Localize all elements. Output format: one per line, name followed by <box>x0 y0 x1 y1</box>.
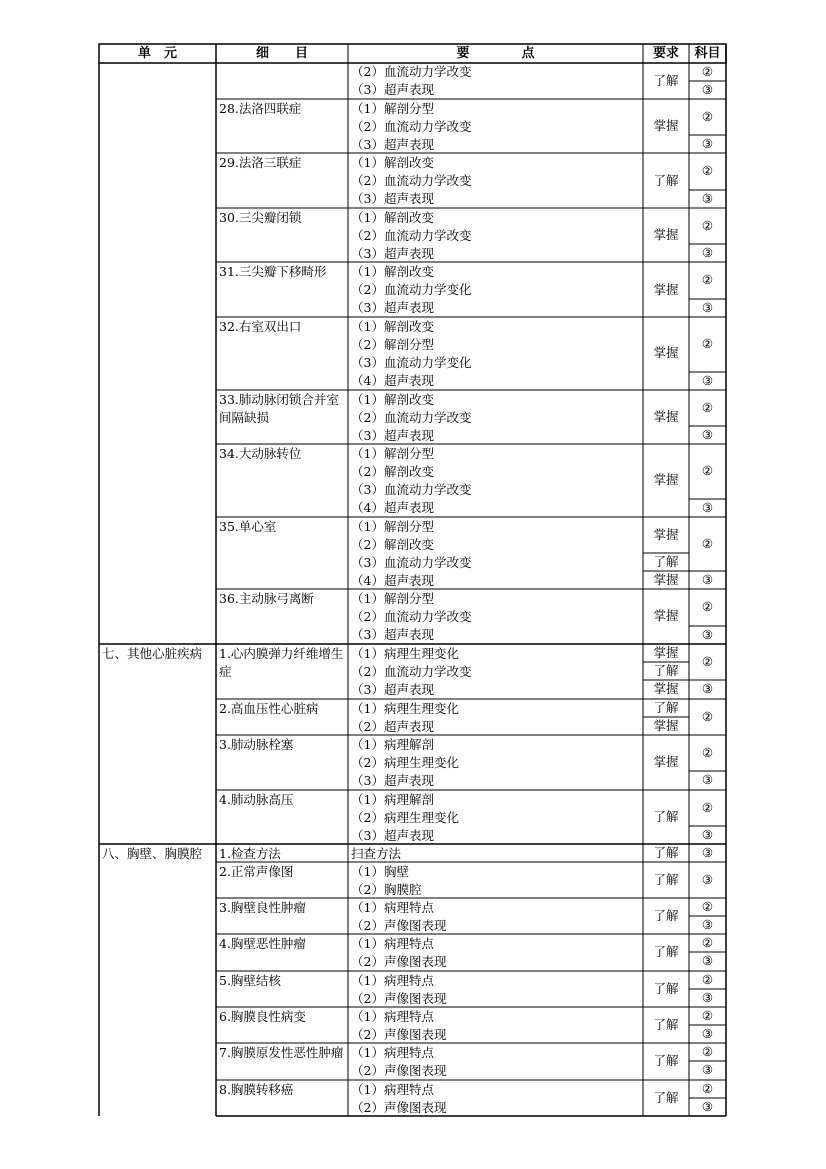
item-label: 4.肺动脉高压 <box>219 792 294 807</box>
subject-cell: ② <box>701 109 714 124</box>
requirement-cell: 掌握 <box>653 608 679 623</box>
item-label: 8.胸膜转移癌 <box>219 1082 294 1097</box>
point-text: （2）解剖改变 <box>351 537 434 552</box>
point-text: （2）血流动力学改变 <box>351 410 472 425</box>
header-item: 细 目 <box>255 46 308 61</box>
subject-cell: ③ <box>701 245 714 260</box>
subject-cell: ③ <box>701 627 714 642</box>
point-text: （1）解剖改变 <box>351 392 434 407</box>
item-label: 1.心内膜弹力纤维增生症 <box>219 646 344 679</box>
subject-cell: ② <box>701 272 714 287</box>
requirement-cell: 了解 <box>653 908 679 923</box>
item-label: 6.胸膜良性病变 <box>219 1009 306 1024</box>
item-label: 31.三尖瓣下移畸形 <box>219 264 327 279</box>
point-text: （3）超声表现 <box>351 773 434 788</box>
subject-cell: ③ <box>701 827 714 842</box>
item-label: 34.大动脉转位 <box>219 446 302 461</box>
point-text: （1）解剖改变 <box>351 264 434 279</box>
item-label: 7.胸膜原发性恶性肿瘤 <box>219 1045 344 1060</box>
point-text: （1）病理特点 <box>351 1009 434 1024</box>
item-label: 36.主动脉弓离断 <box>219 591 314 606</box>
item-label: 3.肺动脉栓塞 <box>219 737 294 752</box>
subject-cell: ② <box>701 1044 714 1059</box>
point-text: （3）超声表现 <box>351 191 434 206</box>
subject-cell: ② <box>701 745 714 760</box>
point-text: （4）超声表现 <box>351 500 434 515</box>
point-text: （1）病理特点 <box>351 900 434 915</box>
point-text: （3）血流动力学改变 <box>351 555 472 570</box>
point-text: （2）声像图表现 <box>351 918 447 933</box>
point-text: （3）超声表现 <box>351 137 434 152</box>
requirement-cell: 掌握 <box>653 472 679 487</box>
subject-cell: ③ <box>701 427 714 442</box>
subject-cell: ② <box>701 1081 714 1096</box>
item-label: 1.检查方法 <box>219 846 281 861</box>
item-label: 28.法洛四联症 <box>219 101 302 116</box>
item-label: 29.法洛三联症 <box>219 155 302 170</box>
point-text: （2）解剖分型 <box>351 337 434 352</box>
item-label: 5.胸壁结核 <box>219 973 281 988</box>
requirement-cell: 掌握 <box>653 527 679 542</box>
point-text: （2）声像图表现 <box>351 991 447 1006</box>
requirement-cell: 了解 <box>653 872 679 887</box>
requirement-cell: 掌握 <box>653 345 679 360</box>
requirement-cell: 了解 <box>653 73 679 88</box>
header-unit: 单 元 <box>137 46 177 61</box>
subject-cell: ③ <box>701 772 714 787</box>
point-text: （1）病理生理变化 <box>351 646 459 661</box>
subject-cell: ② <box>701 709 714 724</box>
requirement-cell: 了解 <box>653 1090 679 1105</box>
point-text: （3）超声表现 <box>351 428 434 443</box>
requirement-cell: 了解 <box>653 944 679 959</box>
subject-cell: ③ <box>701 681 714 696</box>
requirement-cell: 了解 <box>653 845 679 860</box>
item-label: 3.胸壁良性肿瘤 <box>219 900 306 915</box>
subject-cell: ② <box>701 463 714 478</box>
subject-cell: ② <box>701 1008 714 1023</box>
point-text: （4）超声表现 <box>351 573 434 588</box>
requirement-cell: 掌握 <box>653 754 679 769</box>
requirement-cell: 掌握 <box>653 409 679 424</box>
point-text: （2）血流动力学改变 <box>351 173 472 188</box>
point-text: （1）胸壁 <box>351 864 409 879</box>
point-text: （2）声像图表现 <box>351 1100 447 1115</box>
point-text: （2）声像图表现 <box>351 1027 447 1042</box>
point-text: （2）解剖改变 <box>351 464 434 479</box>
point-text: （1）病理特点 <box>351 973 434 988</box>
subject-cell: ③ <box>701 1099 714 1114</box>
point-text: （1）解剖分型 <box>351 446 434 461</box>
point-text: （3）超声表现 <box>351 246 434 261</box>
point-text: （3）超声表现 <box>351 682 434 697</box>
subject-cell: ③ <box>701 82 714 97</box>
requirement-cell: 了解 <box>653 663 679 678</box>
subject-cell: ② <box>701 800 714 815</box>
requirement-cell: 掌握 <box>653 227 679 242</box>
point-text: （2）血流动力学改变 <box>351 664 472 679</box>
subject-cell: ③ <box>701 1026 714 1041</box>
point-text: （3）超声表现 <box>351 627 434 642</box>
point-text: （1）解剖改变 <box>351 210 434 225</box>
item-label: 30.三尖瓣闭锁 <box>219 210 302 225</box>
subject-cell: ③ <box>701 990 714 1005</box>
requirement-cell: 掌握 <box>653 681 679 696</box>
subject-cell: ③ <box>701 1062 714 1077</box>
point-text: （1）病理解剖 <box>351 737 434 752</box>
requirement-cell: 了解 <box>653 981 679 996</box>
unit-label: 七、其他心脏疾病 <box>102 646 203 661</box>
unit-label: 八、胸壁、胸膜腔 <box>102 846 203 861</box>
requirement-cell: 了解 <box>653 554 679 569</box>
header-subject: 科目 <box>694 46 721 61</box>
subject-cell: ③ <box>701 373 714 388</box>
point-text: （1）解剖分型 <box>351 519 434 534</box>
subject-cell: ② <box>701 64 714 79</box>
requirement-cell: 了解 <box>653 809 679 824</box>
point-text: （1）解剖改变 <box>351 155 434 170</box>
requirement-cell: 掌握 <box>653 572 679 587</box>
point-text: （2）声像图表现 <box>351 1063 447 1078</box>
subject-cell: ② <box>701 336 714 351</box>
subject-cell: ② <box>701 536 714 551</box>
item-label: 32.右室双出口 <box>219 319 302 334</box>
item-label: 4.胸壁恶性肿瘤 <box>219 936 306 951</box>
subject-cell: ③ <box>701 845 714 860</box>
subject-cell: ③ <box>701 136 714 151</box>
requirement-cell: 掌握 <box>653 282 679 297</box>
point-text: （3）血流动力学改变 <box>351 482 472 497</box>
point-text: （1）病理解剖 <box>351 792 434 807</box>
point-text: （1）解剖分型 <box>351 591 434 606</box>
subject-cell: ② <box>701 972 714 987</box>
subject-cell: ② <box>701 599 714 614</box>
subject-cell: ③ <box>701 500 714 515</box>
subject-cell: ③ <box>701 572 714 587</box>
requirement-cell: 了解 <box>653 700 679 715</box>
item-label: 2.正常声像图 <box>219 864 294 879</box>
requirement-cell: 了解 <box>653 1017 679 1032</box>
requirement-cell: 了解 <box>653 173 679 188</box>
point-text: （3）超声表现 <box>351 82 434 97</box>
point-text: （2）血流动力学变化 <box>351 282 472 297</box>
subject-cell: ③ <box>701 300 714 315</box>
requirement-cell: 掌握 <box>653 645 679 660</box>
point-text: （2）超声表现 <box>351 719 434 734</box>
point-text: （3）超声表现 <box>351 300 434 315</box>
item-label: 33.肺动脉闭锁合并室间隔缺损 <box>219 392 339 425</box>
item-label: 2.高血压性心脏病 <box>219 701 319 716</box>
requirement-cell: 掌握 <box>653 118 679 133</box>
point-text: （1）解剖改变 <box>351 319 434 334</box>
header-points: 要 点 <box>456 46 535 61</box>
point-text: （1）病理特点 <box>351 1082 434 1097</box>
header-requirement: 要求 <box>652 46 679 61</box>
subject-cell: ② <box>701 654 714 669</box>
requirement-cell: 了解 <box>653 1053 679 1068</box>
subject-cell: ③ <box>701 191 714 206</box>
point-text: 扫查方法 <box>351 846 402 861</box>
subject-cell: ② <box>701 935 714 950</box>
point-text: （4）超声表现 <box>351 373 434 388</box>
point-text: （2）声像图表现 <box>351 954 447 969</box>
requirement-cell: 掌握 <box>653 718 679 733</box>
point-text: （2）血流动力学改变 <box>351 228 472 243</box>
subject-cell: ② <box>701 163 714 178</box>
point-text: （1）病理生理变化 <box>351 701 459 716</box>
subject-cell: ② <box>701 400 714 415</box>
subject-cell: ③ <box>701 953 714 968</box>
item-label: 35.单心室 <box>219 519 277 534</box>
point-text: （2）血流动力学改变 <box>351 609 472 624</box>
point-text: （2）血流动力学改变 <box>351 64 472 79</box>
subject-cell: ② <box>701 218 714 233</box>
subject-cell: ③ <box>701 872 714 887</box>
point-text: （1）病理特点 <box>351 1045 434 1060</box>
point-text: （2）病理生理变化 <box>351 810 459 825</box>
point-text: （1）病理特点 <box>351 936 434 951</box>
point-text: （2）血流动力学改变 <box>351 119 472 134</box>
subject-cell: ② <box>701 899 714 914</box>
subject-cell: ③ <box>701 917 714 932</box>
point-text: （3）血流动力学变化 <box>351 355 472 370</box>
point-text: （2）胸膜腔 <box>351 882 422 897</box>
point-text: （3）超声表现 <box>351 828 434 843</box>
point-text: （1）解剖分型 <box>351 101 434 116</box>
point-text: （2）病理生理变化 <box>351 755 459 770</box>
